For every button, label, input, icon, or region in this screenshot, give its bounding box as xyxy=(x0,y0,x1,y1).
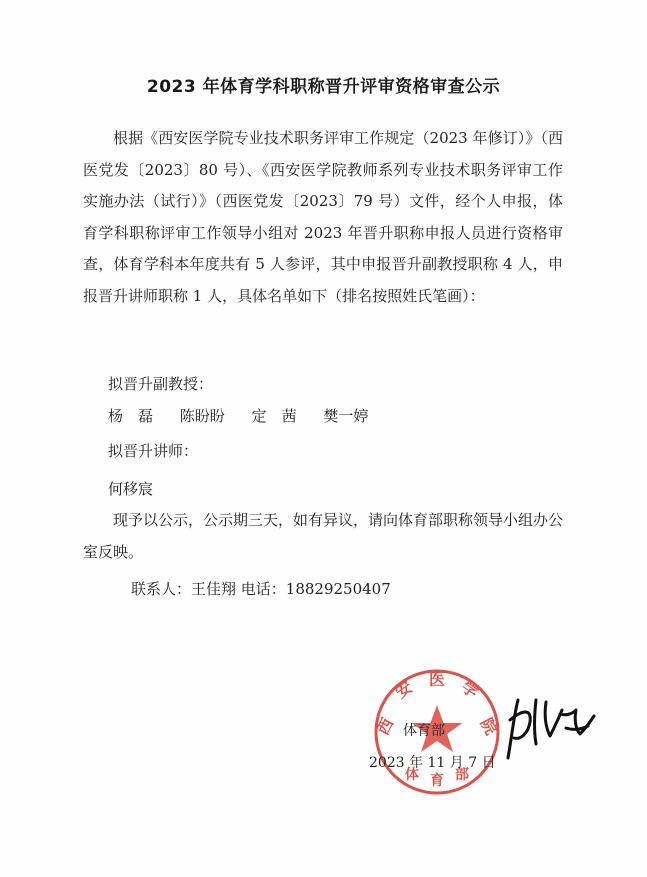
issuing-department: 体育部 xyxy=(403,723,445,739)
svg-text:安: 安 xyxy=(391,677,416,702)
svg-text:西: 西 xyxy=(372,714,398,738)
main-paragraph-block xyxy=(83,123,563,312)
issue-date: 2023 年 11 月 7 日 xyxy=(369,755,496,771)
svg-text:育: 育 xyxy=(430,773,444,789)
handwritten-signature xyxy=(500,680,600,770)
svg-text:部: 部 xyxy=(455,767,469,783)
lecturer-heading: 拟晋升讲师： xyxy=(108,442,199,460)
candidate-name: 定 茜 xyxy=(251,407,297,425)
candidate-name: 陈盼盼 xyxy=(179,407,225,425)
contact-line: 联系人：王佳翔 电话：18829250407 xyxy=(131,580,391,598)
candidate-name: 何移宸 xyxy=(108,480,154,498)
svg-text:医: 医 xyxy=(428,670,446,689)
main-paragraph: 根据《西安医学院专业技术职务评审工作规定（2023 年修订）》（西医党发〔2023〕80 号）、《西安医学院教师系列专业技术职务评审工作实施办法（试行）》（西医党发〔2023〕79 号）文件，经个人申报，体育学科职称评审工作领导小组对 2023 年晋升职称申报人员进行资格审查，体育学科本年度共有 5 人参评，其中申报晋升副教授职称 4 人，申报晋升讲师职称 1 人，具体名单如下（排名按照姓氏笔画）： xyxy=(83,129,563,305)
associate-professor-heading: 拟晋升副教授： xyxy=(108,375,214,393)
svg-text:体: 体 xyxy=(405,767,419,783)
candidate-name: 杨 磊 xyxy=(108,407,154,425)
candidate-name: 樊一婷 xyxy=(323,407,369,425)
publicity-notice: 现予以公示，公示期三天，如有异议，请向体育部职称领导小组办公室反映。 xyxy=(83,511,564,561)
svg-text:学: 学 xyxy=(458,677,483,702)
associate-professor-list xyxy=(108,405,390,426)
svg-text:院: 院 xyxy=(476,714,502,738)
publicity-notice-block xyxy=(83,505,563,568)
lecturer-list xyxy=(108,478,175,499)
document-title: 2023 年体育学科职称晋升评审资格审查公示 xyxy=(146,77,501,97)
